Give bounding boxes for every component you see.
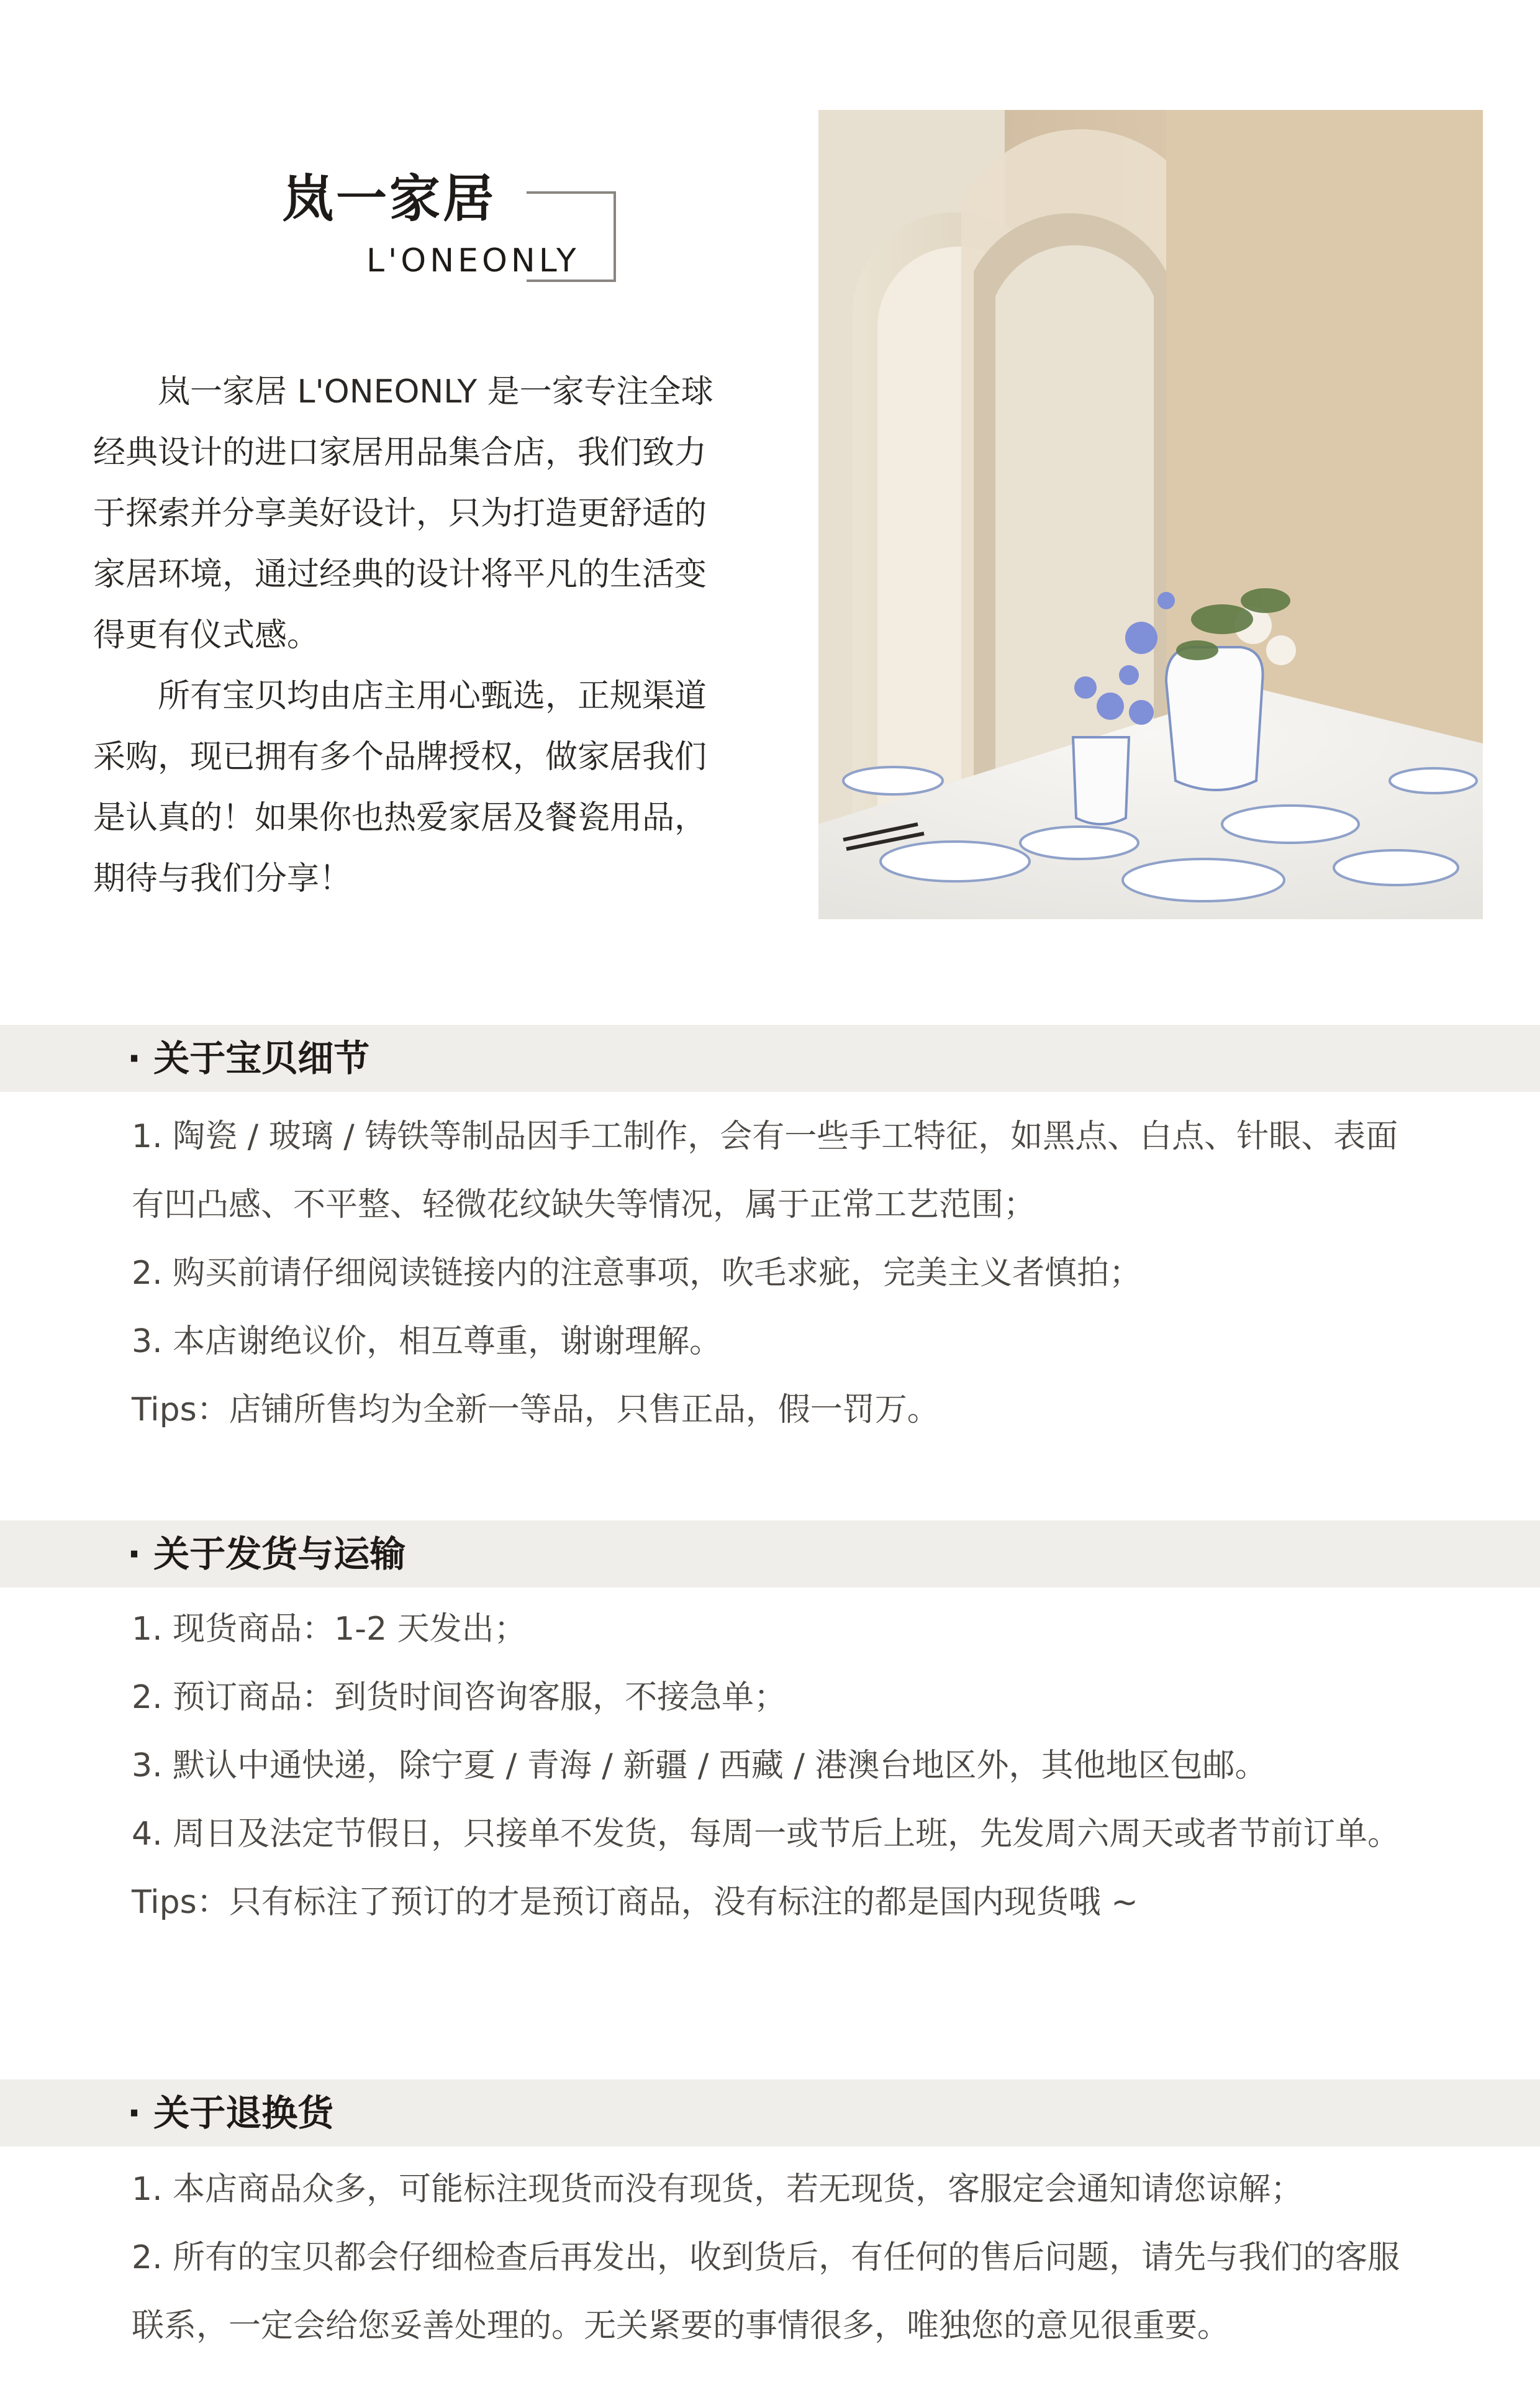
- list-item: 2. 所有的宝贝都会仔细检查后再发出，收到货后，有任何的售后问题，请先与我们的客服联系，一定会给您妥善处理的。无关紧要的事情很多，唯独您的意见很重要。: [132, 2239, 1400, 2345]
- list-item: 4. 周日及法定节假日，只接单不发货，每周一或节后上班，先发周六周天或者节前订单。: [132, 1815, 1400, 1853]
- section-list-shipping: [132, 1595, 1423, 1937]
- brand-title: 岚一家居: [283, 170, 497, 229]
- list-item: Tips：只有标注了预订的才是预订商品，没有标注的都是国内现货哦 ~: [132, 1884, 1138, 1921]
- list-item: 1. 陶瓷 / 玻璃 / 铸铁等制品因手工制作，会有一些手工特征，如黑点、白点、针眼、表面有凹凸感、不平整、轻微花纹缺失等情况，属于正常工艺范围；: [132, 1118, 1398, 1224]
- list-item: 2. 购买前请仔细阅读链接内的注意事项，吹毛求疵，完美主义者慎拍；: [132, 1255, 1142, 1292]
- list-item: 3. 本店谢绝议价，相互尊重，谢谢理解。: [132, 1323, 722, 1360]
- list-item: 1. 现货商品：1-2 天发出；: [132, 1610, 527, 1648]
- tableware-scene-image: [818, 110, 1483, 919]
- section-title-shipping: · 关于发货与运输: [127, 1533, 406, 1575]
- brand-latin-name: L'ONEONLY: [366, 242, 580, 279]
- section-title-returns: · 关于退换货: [127, 2092, 334, 2134]
- intro-paragraph: 所有宝贝均由店主用心甄选，正规渠道采购，现已拥有多个品牌授权，做家居我们是认真的！如果你也热爱家居及餐瓷用品，期待与我们分享！: [93, 678, 707, 897]
- section-title-details: · 关于宝贝细节: [127, 1037, 370, 1079]
- hero-photo: [818, 110, 1483, 919]
- list-item: 2. 预订商品：到货时间咨询客服，不接急单；: [132, 1679, 787, 1716]
- section-list-details: [132, 1102, 1423, 1444]
- list-item: 1. 本店商品众多，可能标注现货而没有现货，若无现货，客服定会通知请您谅解；: [132, 2171, 1303, 2208]
- section-list-returns: [132, 2155, 1423, 2360]
- intro-paragraph: 岚一家居 L'ONEONLY 是一家专注全球经典设计的进口家居用品集合店，我们致力于探索并分享美好设计，只为打造更舒适的家居环境，通过经典的设计将平凡的生活变得更有仪式感。: [93, 373, 713, 654]
- intro-text: [93, 361, 727, 909]
- list-item: Tips：店铺所售均为全新一等品，只售正品，假一罚万。: [132, 1391, 940, 1429]
- list-item: 3. 默认中通快递，除宁夏 / 青海 / 新疆 / 西藏 / 港澳台地区外，其他地区包邮。: [132, 1747, 1267, 1784]
